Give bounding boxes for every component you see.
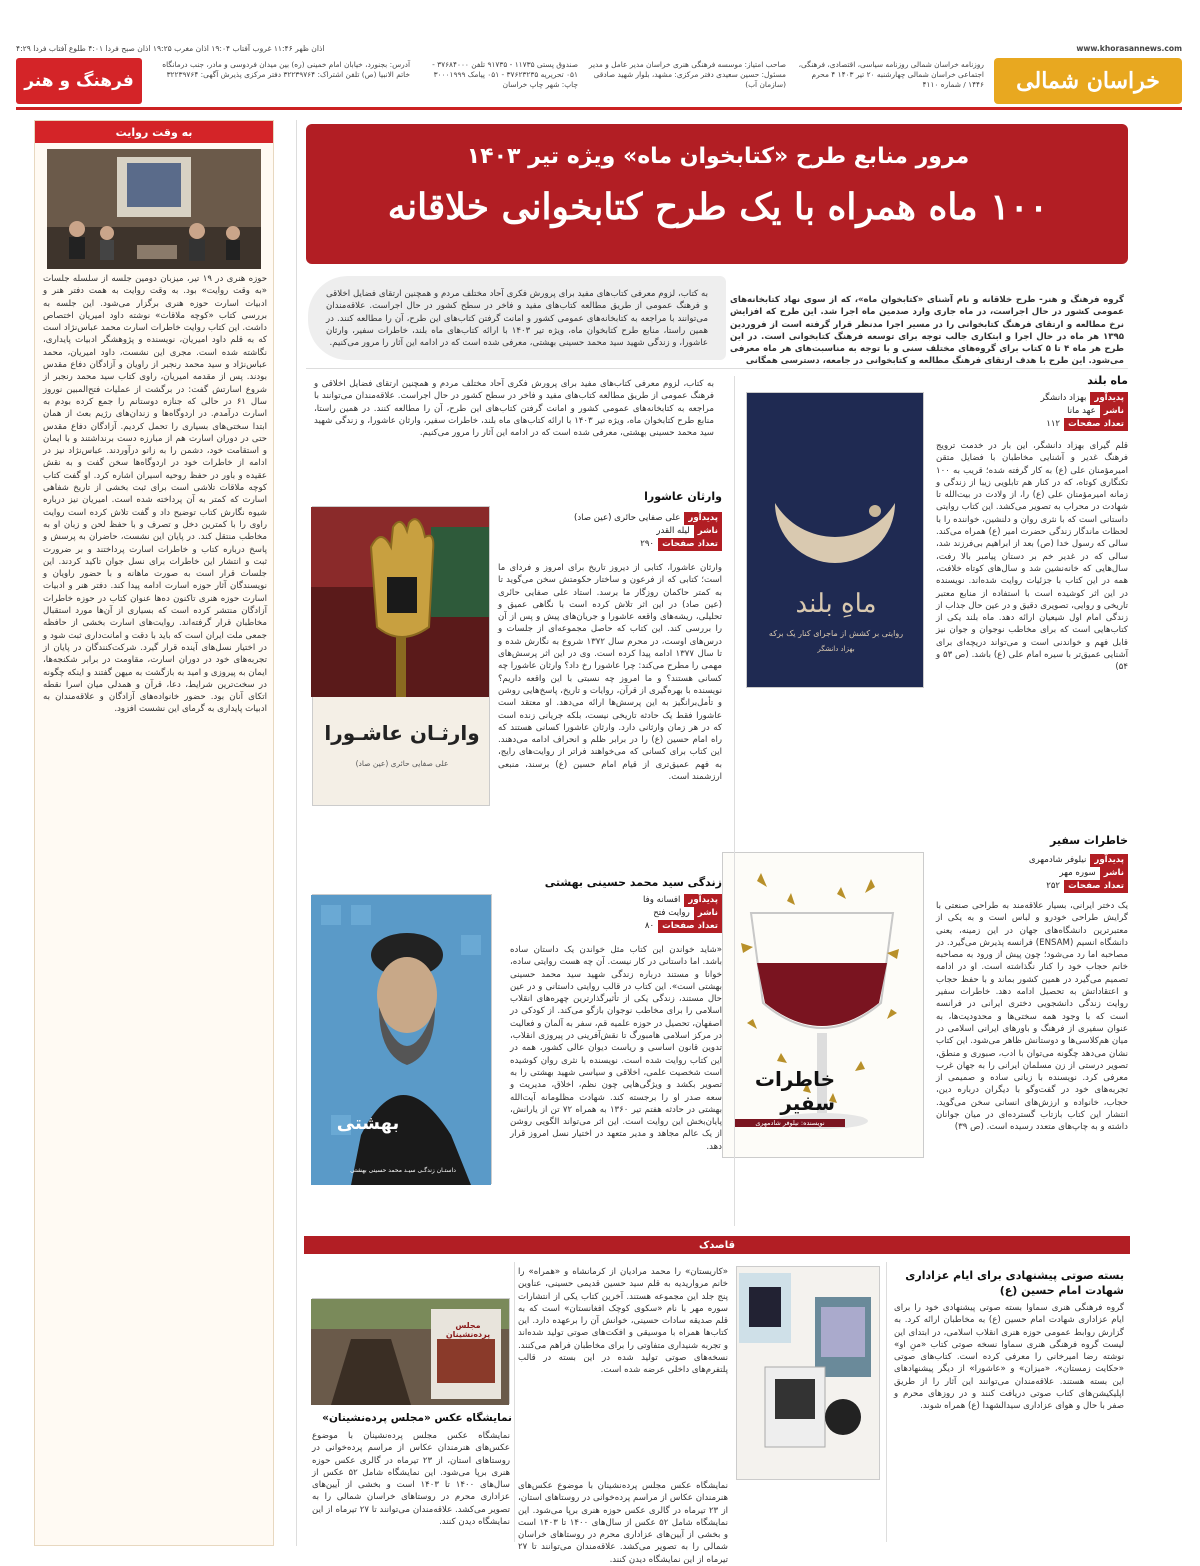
- headline-title: ۱۰۰ ماه همراه با یک طرح کتابخوانی خلاقانه: [387, 186, 1049, 228]
- meta-value: سوره مهر: [1059, 868, 1096, 878]
- qasedak-body-2: «کاریستان» را محمد مرادیان از کرمانشاه و «همراه» را خانم مرواریدیه به قلم سید حسین قدیمی حسینی، عناوین پنج جلد این مجموعه هستند. آخرین کتاب یکی از انتشارات سوره مهر با نام «سکوی کوچک افغانستان» است که به قلم صدیقه سادات حسینی، خوانش آن را برعهده دارد. این کتاب‌ها همراه با موسیقی و افکت‌های صوتی تولید شده‌اند و تجربه شنیداری متفاوتی را برای مخاطبان فراهم می‌کنند. نسخه‌های صوتی تولید شده در این بسته در قالب پلتفرم‌های داخلی عرضه شده است.: [518, 1267, 728, 1376]
- cover-mah-boland: [746, 392, 924, 688]
- article-title-mah-boland: ماه بلند: [1087, 374, 1128, 387]
- masthead-info-2: صاحب امتیاز: موسسه فرهنگی هنری خراسان مدیر عامل و مدیر مسئول: حسین سعیدی دفتر مرکزی: مشهد، بلوار شهید صادقی (سازمان آب): [588, 60, 786, 89]
- meta-value: بهزاد دانشگر: [1040, 393, 1087, 403]
- cover-author: نویسنده: نیلوفر شادمهری: [735, 1119, 845, 1127]
- meta-value: ۸۰: [644, 921, 655, 931]
- qasedak-bar: قاصدک: [304, 1236, 1130, 1254]
- meta-value: علی صفایی حائری (عین صاد): [573, 513, 681, 523]
- meta-key: ناشر: [694, 907, 722, 920]
- qasedak-title-3: نمایشگاه عکس «مجلس پرده‌نشینان»: [322, 1412, 512, 1424]
- meta-khaterat-safir: [948, 854, 1128, 893]
- intro-right: گروه فرهنگ و هنر- طرح خلاقانه و نام آشنای «کتابخوان ماه»، که از سوی نهاد کتابخانه‌های عمومی کشور در حال اجراست، در ماه جاری وارد صدمین ماه اجرا شد. این طرح که افزایش نرخ مطالعه و ارتقای فرهنگ کتابخوانی را در مسیر اجرا مدنظر قرار گرفته است از فروردین ۱۳۹۵ هر ماه در حال اجرا و ابتکاری جالب توجه برای توسعه فرهنگ کتابخوانی است. در این طرح هر ماه ۴ تا ۵ کتاب برای گروه‌های مختلف سنی و با توجه به مناسبت‌های هر ماه معرفی می‌شود. این طرح با هدف ارتقای فرهنگ مطالعه و کتابخوانی در جامعه، دسترسی همگانی: [730, 295, 1124, 367]
- website-url[interactable]: www.khorasannews.com: [1076, 44, 1182, 53]
- article-title-varesan-ashura: وارثان عاشورا: [644, 490, 722, 503]
- azan-times: اذان ظهر ۱۱:۴۶ غروب آفتاب ۱۹:۰۴ اذان مغرب ۱۹:۲۵ اذان صبح فردا ۴:۰۱ طلوع آفتاب فردا ۴:۲۹: [16, 44, 325, 53]
- body-mah-boland-cont: به کتاب، لزوم معرفی کتاب‌های مفید برای پرورش فکری آحاد مختلف مردم و همچنین ارتقای فضایل اخلاقی و فرهنگ عمومی از طریق مطالعه کتاب‌های مفید و فاخر در سطح کشور در حال اجراست. علاقه‌مندان می‌توانند با مراجعه به کتابخانه‌های عمومی کشور و امانت گرفتن کتاب‌های این طرح، آن را مطالعه کنند. در همین راستا، منابع طرح کتابخوان ماه، ویژه تیر ۱۴۰۳ با ارائه کتاب‌های ماه بلند، خاطرات سفیر، وارثان عاشورا، و زندگی شهید سید محمد حسینی بهشتی، معرفی شده است که در ادامه این آثار را مرور می‌کنیم.: [314, 379, 714, 439]
- meta-key: تعداد صفحات: [658, 538, 722, 551]
- cover-varesan-ashura: [312, 506, 490, 806]
- portrait-illustration: [311, 895, 491, 1185]
- event-photo: [47, 149, 261, 269]
- poster-title: مجلس پرده‌نشینان: [445, 1321, 491, 1339]
- cover-khaterat-safir: [722, 852, 924, 1158]
- meta-value: افسانه وفا: [642, 895, 681, 905]
- headline-supertitle: مرور منابع طرح «کتابخوان ماه» ویژه تیر ۱۴۰۳: [466, 144, 970, 169]
- newspaper-logo[interactable]: خراسان شمالی: [994, 58, 1182, 104]
- meta-key: تعداد صفحات: [658, 920, 722, 933]
- meta-key: پدیدآور: [684, 894, 722, 907]
- masthead-info-1: روزنامه خراسان شمالی روزنامه سیاسی، اقتصادی، فرهنگی، اجتماعی خراسان شمالی چهارشنبه ۲۰ تیر ۱۴۰۳ ۴ محرم ۱۴۴۶ / شماره ۴۱۱۰: [798, 60, 984, 89]
- meta-value: عهد مانا: [1067, 406, 1096, 416]
- qasedak-body-3-cont: نمایشگاه عکس مجلس پرده‌نشینان با موضوع عکس‌های هنرمندان عکاس از مراسم پرده‌خوانی در روستاهای استان، از ۲۳ تیرماه در گالری عکس حوزه هنری برپا می‌شود. این نمایشگاه شامل ۵۲ عکس از سال‌های ۱۴۰۰ تا ۱۴۰۳ است و بخشی از آیین‌های عزاداری محرم در روستاهای خراسان شمالی را به تصویر می‌کشد. علاقه‌مندان می‌توانند تا ۲۷ تیرماه از این نمایشگاه دیدن کنند.: [518, 1481, 728, 1565]
- meta-key: ناشر: [1100, 867, 1128, 880]
- body-beheshti: «شاید خواندن این کتاب مثل خواندن یک داستان ساده باشد. اما داستانی در کار نیست. آن چه هست روایتی ساده، خوانا و مستند درباره زندگی شهید سید محمد حسینی بهشتی است». این کتاب در قالب روایتی داستانی و در عین حال مستند، زندگی یکی از تأثیرگذارترین چهره‌های انقلاب اسلامی را برای مخاطب نوجوان بازگو می‌کند. از کودکی در اصفهان، تحصیل در حوزه علمیه قم، سفر به آلمان و فعالیت در مرکز اسلامی هامبورگ تا نقش‌آفرینی در پیروزی انقلاب، تدوین قانون اساسی و ریاست دیوان عالی کشور، همه در این کتاب روایت شده است. نویسنده با نثری روان کوشیده است شخصیت علمی، اخلاقی و سیاسی شهید بهشتی را به تصویر بکشد و ویژگی‌هایی چون نظم، اخلاق، مدیریت و سعه صدر او را برجسته کند. شهادت مظلومانه آیت‌الله بهشتی در حادثه هفتم تیر ۱۳۶۰ به همراه ۷۲ تن از یارانش، پایان‌بخش این روایت است. این اثر می‌تواند الگویی روشن از یک عالم مجاهد و مدیر متعهد در اختیار نسل امروز قرار دهد.: [510, 945, 723, 1152]
- cover-title: ماهِ بلند: [795, 589, 877, 619]
- masthead-info-4: آدرس: بجنورد، خیابان امام خمینی (ره) بین میدان فردوسی و مادر، جنب درمانگاه خاتم الانبیا (ص) تلفن اشتراک: ۳۲۲۳۹۷۶۴ دفتر مرکزی پذیرش آگهی: ۳۲۲۳۹۷۶۴: [162, 60, 410, 79]
- audio-book-covers: [736, 1266, 880, 1480]
- sidebar-heading: به وقت روایت: [35, 121, 273, 143]
- column-divider: [734, 376, 735, 1226]
- meta-key: پدیدآور: [1090, 392, 1128, 405]
- divider: [306, 368, 1128, 369]
- cover-beheshti: [312, 894, 492, 1184]
- meta-key: پدیدآور: [1090, 854, 1128, 867]
- alam-hand-icon: [311, 507, 489, 697]
- body-mah-boland: قلم گیرای بهزاد دانشگر، این بار در خدمت ترویج فرهنگ غدیر و آشنایی مخاطبان با فضایل متقن امیرمؤمنان علی (ع) به کار گرفته شده؛ قریب به ۱۰۰ تکنگاری کوتاه، که در کنار هم تابلویی زیبا از زندگی و زمانه امیرمؤمنان علی (ع) را، از ولادت در بیت‌الله تا شهادت در محراب به تصویر می‌کشد. این کتاب روایتی داستانی است که با نثری روان و دلنشین، خواننده را با لحظات ماندگار زندگی حضرت امیر (ع) همراه می‌کند. سالی که رسول خدا (ص) بعد از ابراهیم بی‌فرزند شد، سالی که در غدیر خم بر دستان پیامبر بالا رفت، سال‌هایی که خانه‌نشین شد و سال‌های کوتاه خلافت، همه در این کتاب با جزئیات روایت شده‌اند. نویسنده در این اثر کوشیده است با استفاده از منابع معتبر تاریخی و روایی، تصویری دقیق و در عین حال جذاب از زندگی امام اول شیعیان ارائه دهد. ماه بلند یکی از کتاب‌هایی است که برای مخاطب نوجوان و جوان نیز قابل فهم و خواندنی است و می‌تواند دریچه‌ای برای آشنایی عمیق‌تر با سیره امام علی (ع) باشد. (ص ۵۳ و ۵۴): [936, 441, 1128, 673]
- meta-beheshti: [522, 894, 722, 933]
- column-divider: [886, 1262, 887, 1542]
- column-divider: [296, 120, 297, 1546]
- qasedak-body-1: گروه فرهنگی هنری سماوا بسته صوتی پیشنهادی خود را برای ایام عزاداری شهادت امام حسین (ع) به مخاطبان ارائه کرد. به گزارش روابط عمومی حوزه هنری انقلاب اسلامی، در ابتدای این لیست گروه فرهنگی هنری سماوا نسخه صوتی کتاب «منِ او» نوشته رضا امیرخانی را معرفی کرده است. کتاب‌های صوتی «حکایت زمستان»، «میزان» و «عاشورا» از دیگر پیشنهادهای این بسته هستند. علاقه‌مندان می‌توانند این آثار را از طریق اپلیکیشن‌های کتاب صوتی دریافت کنند و در روزهای محرم و صفر با حال و هوای عزاداری سیدالشهدا (ع) همراه شوند.: [894, 1303, 1124, 1412]
- meta-key: ناشر: [694, 525, 722, 538]
- sidebar-body: حوزه هنری در ۱۹ تیر، میزبان دومین جلسه از سلسله جلسات «به وقت روایت» بود. به وقت روایت به همت دفتر هنر و ادبیات اسارت حوزه هنری برگزار می‌شود. این جلسه به بررسی کتاب «کوچه ملاقات» نوشته داود امیریان اختصاص داشت. این کتاب روایت خاطرات اسارت محمد عباس‌نژاد است که به قلم داود امیریان، نویسنده و پژوهشگر ادبیات پایداری، نگاشته شده است. مجری این نشست، داود امیریان، محمد عباس‌نژاد و سید محمد رنجبر از راویان و آزادگان دفاع مقدس بودند. پس از مقدمه امیریان، راوی کتاب سید محمد رنجبر از شروع اسارتش گفت: در برگشت از عملیات فتح‌المبین نوروز سال ۶۱ در حالی که جنازه دوستانم را جمع کرده بودم به اسارت درآمدم. در اردوگاه‌ها و زندان‌های رژیم بعث از همان ابتدا سختی‌های بسیاری را تحمل کردیم. آزادگان دفاع مقدس حتی در دوران اسارت هم از مبارزه دست برنداشتند و با ایمان و استقامت خود، دشمن را به زانو درآوردند. عباس‌نژاد نیز در ادامه از خاطرات خود در اردوگاه‌ها سخن گفت و به نقش عقیده و باور در حفظ روحیه اسیران اشاره کرد. او گفت کتاب کوچه ملاقات تلاشی است برای ثبت بخشی از تاریخ شفاهی اسارت که کمتر به آن پرداخته شده است. امیریان نیز درباره شیوه نگارش کتاب توضیح داد و گفت تلاش کرده است روایت راوی را با کمترین دخل و تصرف و با حفظ لحن و زبان او به مخاطب منتقل کند. در پایان این نشست، حاضران به پرسش و پاسخ درباره کتاب و خاطرات اسارت پرداختند و بر ضرورت ثبت و انتشار این خاطرات برای نسل جوان تاکید کردند. این جلسات قرار است به صورت ماهانه و با حضور راویان و نویسندگان آثار حوزه اسارت ادامه پیدا کند. دفتر هنر و ادبیات اسارت حوزه هنری تاکنون ده‌ها عنوان کتاب در حوزه خاطرات آزادگان منتشر کرده است که بسیاری از آن‌ها مورد استقبال مخاطبان قرار گرفته‌اند. روایت‌های اسارت بخشی از حافظه جمعی ملت ایران است که باید با دقت و امانت‌داری ثبت شود و در اختیار نسل‌های آینده قرار گیرد. شرکت‌کنندگان در پایان از تجربه‌های خود در دوران اسارت، مقاومت در برابر شکنجه‌ها، ایمان به پیروزی و امید به بازگشت به میهن گفتند و اینکه چگونه در سخت‌ترین شرایط، دعا، قرآن و همدلی میان اسرا نقطه اتکای آنان بود. حضور خانواده‌های آزادگان و علاقه‌مندان به ادبیات پایداری به گرمای این نشست افزود.: [43, 274, 268, 715]
- meta-value: ۱۱۲: [1046, 419, 1061, 429]
- meta-mah-boland: [948, 392, 1128, 431]
- column-divider: [514, 1262, 515, 1542]
- article-title-khaterat-safir: خاطرات سفیر: [1050, 834, 1128, 847]
- cover-title: خاطرات سفیر: [754, 1067, 835, 1115]
- cover-subtitle: روایتی بر کشش از ماجرای کنار یک برکه: [768, 629, 904, 638]
- meta-key: تعداد صفحات: [1064, 880, 1128, 893]
- qasedak-title-1: بسته صوتی پیشنهادی برای ایام عزاداری شهادت امام حسین (ع): [905, 1269, 1124, 1297]
- meta-value: نیلوفر شادمهری: [1028, 855, 1087, 865]
- meta-key: پدیدآور: [684, 512, 722, 525]
- cover-author: علی صفایی حائری (عین صاد): [355, 759, 449, 768]
- cover-title: وارثـان عاشـورا: [324, 721, 480, 745]
- body-khaterat-safir: یک دختر ایرانی، بسیار علاقه‌مند به طراحی صنعتی با گرایش طراحی خودرو و لباس است و به یکی از معتبرترین دانشگاه‌های جهان در این زمینه، یعنی دانشگاه انسیم (ENSAM) فرانسه پذیرش می‌گیرد. در مصاحبه اما رد می‌شود؛ چون پیش از ورود به مصاحبه خانم حجاب خود را کنار نگذاشته است. او در ادامه تصمیم می‌گیرد در همین کشور بماند و با حفظ حجاب و اعتقاداتش به تحصیل ادامه دهد. خاطرات سفیر روایت زندگی دانشجویی دختری ایرانی در فرانسه است که با وجود همه سختی‌ها و محدودیت‌ها، به عنوان سفیری از فرهنگ و باورهای ایرانی اسلامی در میان هم‌کلاسی‌ها و دوستانش ظاهر می‌شود. این کتاب نشان می‌دهد چگونه می‌توان با ادب، صبوری و منطق، تصویر درستی از زن مسلمان ایرانی را به جهان غرب معرفی کرد. نویسنده با زبانی ساده و صمیمی از تجربه‌های خود در گفت‌وگو با دیگران درباره دین، حجاب، خانواده و ارزش‌های انسانی سخن می‌گوید. انتشار این کتاب بازتاب گسترده‌ای در میان جوانان داشته و به چاپ‌های متعدد رسیده است. (ص ۳۹): [936, 901, 1129, 1133]
- masthead-info-3: صندوق پستی ۱۱۷۳۵ - ۹۱۷۳۵ تلفن ۳۷۶۸۴۰۰۰ - ۰۵۱ تحریریه ۳۷۶۲۳۲۳۵ - ۰۵۱ پیامک ۳۰۰۰۱۹۹۹ چاپ: شهر چاپ خراسان: [432, 60, 578, 89]
- cover-title: بهشتی: [336, 1113, 400, 1134]
- cover-subtitle: داستـان زندگـی سیـد محمد حسینی بهشتی: [350, 1167, 456, 1174]
- intro-left: به کتاب، لزوم معرفی کتاب‌های مفید برای پرورش فکری آحاد مختلف مردم و همچنین ارتقای فضایل اخلاقی و فرهنگ عمومی از طریق مطالعه کتاب‌های مفید و فاخر در سطح کشور در حال اجراست. علاقه‌مندان می‌توانند با مراجعه به کتابخانه‌های عمومی کشور و امانت گرفتن کتاب‌های این طرح، آن را مطالعه کنند. در همین راستا، منابع طرح کتابخوان ماه، ویژه تیر ۱۴۰۳ با ارائه کتاب‌های ماه بلند، خاطرات سفیر، وارثان عاشورا، و زندگی شهید سید محمد حسینی بهشتی، معرفی شده است که در ادامه این آثار را مرور می‌کنیم.: [308, 276, 726, 360]
- meta-key: تعداد صفحات: [1064, 418, 1128, 431]
- masthead: [16, 52, 1182, 110]
- meta-value: روایت فتح: [653, 908, 690, 918]
- qasedak-body-3: نمایشگاه عکس مجلس پرده‌نشینان با موضوع عکس‌های هنرمندان عکاس از مراسم پرده‌خوانی در روستاهای استان، از ۲۳ تیرماه در گالری عکس حوزه هنری برپا می‌شود. این نمایشگاه شامل ۵۲ عکس از سال‌های ۱۴۰۰ تا ۱۴۰۳ است و بخشی از آیین‌های عزاداری محرم در روستاهای خراسان شمالی را به تصویر می‌کشد. علاقه‌مندان می‌توانند تا ۲۷ تیرماه از این نمایشگاه دیدن کنند.: [312, 1431, 510, 1528]
- cover-author: بهزاد دانشگر: [817, 645, 855, 653]
- meta-varesan-ashura: [522, 512, 722, 551]
- meta-value: ۲۹۰: [640, 539, 655, 549]
- headline-box: [306, 124, 1128, 264]
- body-varesan-ashura: وارثان عاشورا، کتابی از دیروز تاریخ برای امروز و فردای ما است؛ کتابی که از فرعون و ساختار حکومتش سخن می‌گوید تا به کمتر حاکمان روزگار ما برسد. استاد علی صفایی حائری (عین صاد) در این اثر تلاش کرده است با نگاهی عمیق و تحلیلی، ریشه‌های واقعه عاشورا و جریان‌های پیش و پس از آن را بررسی کند. این کتاب که حاصل مجموعه‌ای از جلسات و درس‌های اوست، در محرم سال ۱۳۷۲ شروع به نگارش شده و تا سال ۱۳۷۷ ادامه پیدا کرده است. وی در این اثر پرسش‌های مهمی را مطرح می‌کند: چرا عاشورا رخ داد؟ وارثان عاشورا چه کسانی هستند؟ و ما امروز چه نسبتی با این واقعه داریم؟ نویسنده با بهره‌گیری از قرآن، روایات و تاریخ، پاسخ‌هایی روشن و تأمل‌برانگیز به این پرسش‌ها ارائه می‌دهد. او معتقد است عاشورا فقط یک حادثه تاریخی نیست، بلکه جریانی زنده است که در هر زمان وارثانی دارد. وارثان عاشورا کسانی هستند که راه امام حسین (ع) را در برابر ظلم و انحراف ادامه می‌دهند. این کتاب برای کسانی که می‌خواهند فراتر از روایت‌های رایج، به فهم عمیق‌تری از قیام امام حسین (ع) برسند، منبعی ارزشمند است.: [498, 563, 722, 783]
- sidebar: [34, 120, 274, 1546]
- article-title-beheshti: زندگی سید محمد حسینی بهشتی: [544, 876, 722, 889]
- exhibition-poster: [312, 1298, 510, 1404]
- meta-value: ۲۵۲: [1046, 881, 1061, 891]
- meta-key: ناشر: [1100, 405, 1128, 418]
- section-badge: فرهنگ و هنر: [16, 58, 142, 104]
- meta-value: لیله القدر: [656, 526, 690, 536]
